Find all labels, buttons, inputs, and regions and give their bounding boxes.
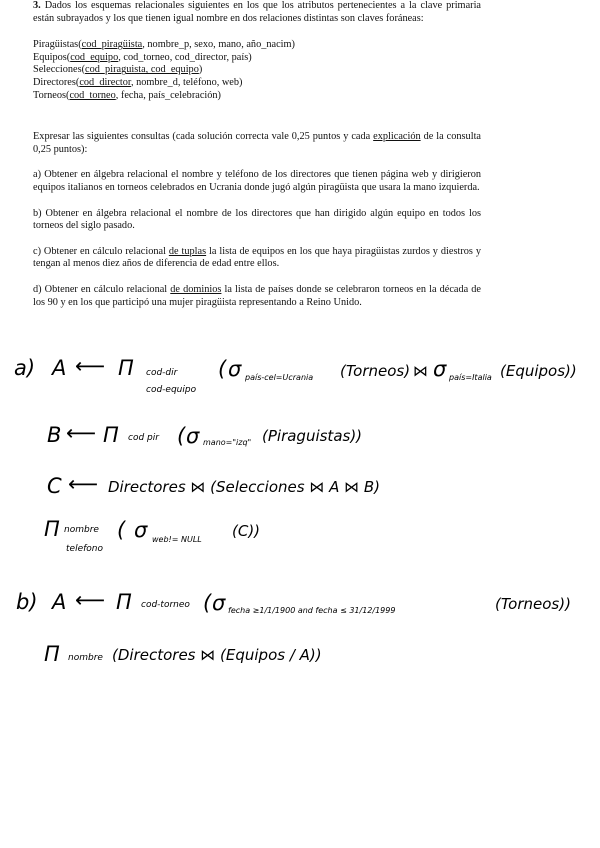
query-b-text: b) Obtener en álgebra relacional el nombre de los directores que han dirigido algún equipo en todos los torneos del siglo pasado. xyxy=(33,207,481,232)
hand-pi-symbol: Π xyxy=(118,356,134,380)
hand-pi-symbol: Π xyxy=(44,517,60,541)
hand-a3-expr: Directores ⋈ (Selecciones ⋈ A ⋈ B) xyxy=(108,478,381,496)
hand-a2-open: ( xyxy=(177,424,186,448)
hand-sigma-symbol: σ xyxy=(186,424,200,448)
hand-a4-open: ( xyxy=(117,518,126,542)
hand-a1-rel2: (Equipos)) xyxy=(500,362,577,380)
hand-a3-lhs: C xyxy=(47,474,62,498)
hand-sigma-symbol: σ xyxy=(212,591,226,615)
hand-arrow-icon: ⟵ xyxy=(68,472,99,496)
question-intro: 3. Dados los esquemas relacionales siguientes en los que los atributos pertenecientes a la clave primaria están subrayados y los que tienen igual nombre en dos relaciones distintas son claves foráneas: xyxy=(33,0,481,24)
hand-a2-pi-sub: cod pir xyxy=(128,433,159,443)
hand-b1-lhs: A xyxy=(52,590,67,614)
hand-pi-symbol: Π xyxy=(44,642,60,666)
schema-torneos: Torneos(cod_torneo, fecha, país_celebración) xyxy=(33,89,221,101)
hand-a4-pi-sub2: telefono xyxy=(66,544,103,554)
schema-equipos: Equipos(cod_equipo, cod_torneo, cod_director, país) xyxy=(33,51,252,63)
hand-arrow-icon: ⟵ xyxy=(75,354,106,378)
hand-label-a: a) xyxy=(14,356,36,380)
query-c-text: c) Obtener en cálculo relacional de tuplas la lista de equipos en los que haya piragüistas zurdos y diestros y tengan al menos diez años de diferencia de edad entre ellos. xyxy=(33,245,481,270)
hand-b1-pi-sub: cod-torneo xyxy=(141,600,190,610)
printed-question xyxy=(33,0,481,309)
query-a-text: a) Obtener en álgebra relacional el nombre y teléfono de los directores que tienen página web y dirigieron equipos italianos en torneos celebrados en Ucrania donde jugó algún piragüista que usara la mano izquierda. xyxy=(33,169,481,193)
hand-b2-pi-sub: nombre xyxy=(68,653,103,663)
hand-a4-sigma-sub: web!= NULL xyxy=(152,535,202,544)
hand-a4-pi-sub1: nombre xyxy=(64,525,99,535)
hand-a2-rel: (Piraguistas)) xyxy=(262,427,363,445)
hand-a1-open: ( xyxy=(218,357,227,381)
schema-list xyxy=(33,39,481,102)
hand-a2-sigma-sub: mano="izq" xyxy=(203,438,252,447)
question-number: 3. xyxy=(33,0,41,11)
hand-b2-expr: (Directores ⋈ (Equipos / A)) xyxy=(112,646,322,664)
hand-sigma-symbol: σ xyxy=(433,357,447,381)
hand-arrow-icon: ⟵ xyxy=(66,421,97,445)
schema-piraguistas: Piragüistas(cod_piragüista, nombre_p, sexo, mano, año_nacim) xyxy=(33,39,295,51)
hand-a4-rel: (C)) xyxy=(232,522,261,540)
hand-b1-rel: (Torneos)) xyxy=(495,595,571,613)
query-d-text: d) Obtener en cálculo relacional de dominios la lista de países donde se celebraron torneos en la década de los 90 y en los que participó una mujer piragüista representando a Reino Unido. xyxy=(33,283,482,308)
hand-a1-lhs: A xyxy=(52,356,67,380)
hand-a1-sigma2-sub: país=Italia xyxy=(449,373,492,382)
hand-label-b: b) xyxy=(16,590,38,614)
hand-join-icon: ⋈ xyxy=(413,362,428,380)
hand-sigma-symbol: σ xyxy=(134,518,148,542)
schema-directores: Directores(cod_director, nombre_d, teléfono, web) xyxy=(33,76,243,88)
hand-a1-pi-sub2: cod-equipo xyxy=(146,385,197,395)
hand-pi-symbol: Π xyxy=(103,423,119,447)
hand-a1-rel1: (Torneos) xyxy=(340,362,411,380)
hand-b1-sigma-sub: fecha ≥1/1/1900 and fecha ≤ 31/12/1999 xyxy=(228,606,396,615)
hand-a1-sigma1-sub: país-cel=Ucrania xyxy=(245,373,314,382)
hand-arrow-icon: ⟵ xyxy=(75,588,106,612)
hand-pi-symbol: Π xyxy=(116,590,132,614)
schema-selecciones: Selecciones(cod_piraguista, cod_equipo) xyxy=(33,64,203,76)
hand-b1-open: ( xyxy=(203,591,212,615)
hand-sigma-symbol: σ xyxy=(228,357,242,381)
hand-a2-lhs: B xyxy=(47,423,62,447)
instructions: Expresar las siguientes consultas (cada solución correcta vale 0,25 puntos y cada explicación de la consulta 0,25 puntos): xyxy=(33,131,481,155)
hand-a1-pi-sub1: cod-dir xyxy=(146,368,178,378)
